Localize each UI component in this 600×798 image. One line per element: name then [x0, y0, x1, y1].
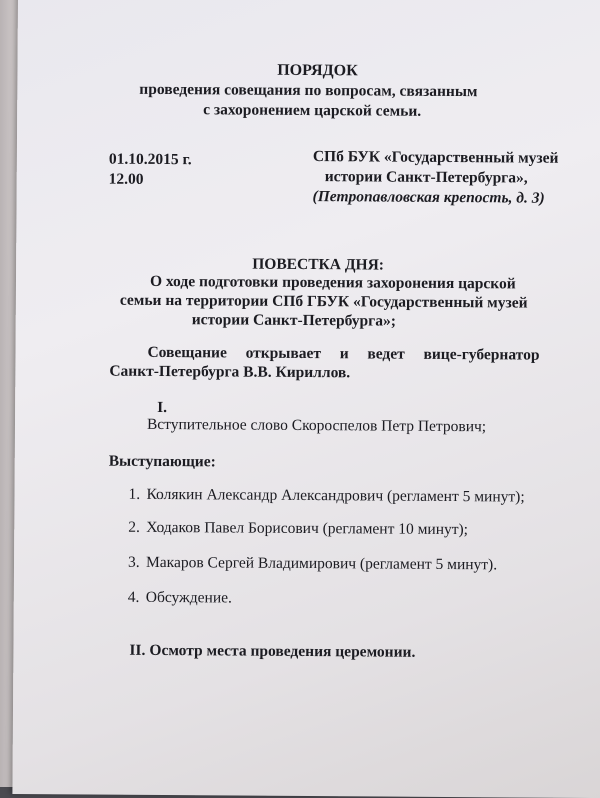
opening-line-1: Совещание открывает и ведет вице-губернатор [147, 343, 540, 364]
speaker-text: Макаров Сергей Владимирович (регламент 5 минут). [145, 553, 498, 574]
section-1-text: Вступительное слово Скороспелов Петр Петрович; [146, 415, 487, 436]
agenda-line-3: истории Санкт-Петербурга»; [191, 311, 396, 330]
speaker-text: Колякин Александр Александрович (регламент 5 минут); [146, 485, 525, 506]
agenda-line-2: семьи на территории СПб ГБУК «Государственный музей [119, 291, 528, 312]
document-page [12, 0, 600, 798]
subtitle-line-1: проведения совещания по вопросам, связанным [139, 80, 478, 101]
meeting-date: 01.10.2015 г. [108, 150, 192, 169]
section-1-number: I. [157, 398, 168, 417]
discussion-text: Обсуждение. [145, 588, 232, 607]
speaker-text: Ходаков Павел Борисович (регламент 10 минут); [146, 518, 469, 539]
speaker-number: 1. [128, 485, 141, 503]
speaker-number: 3. [127, 553, 140, 571]
discussion-number: 4. [127, 588, 140, 606]
opening-line-2: Санкт-Петербурга В.В. Кириллов. [109, 362, 351, 382]
venue-address: (Петропавловская крепость, д. 3) [312, 188, 545, 207]
document-title: ПОРЯДОК [277, 61, 358, 80]
meeting-time: 12.00 [108, 170, 144, 188]
agenda-heading: ПОВЕСТКА ДНЯ: [252, 255, 385, 274]
section-2-number: II. [129, 641, 146, 659]
venue-line-1: СПб БУК «Государственный музей [312, 148, 559, 167]
section-2-text: Осмотр места проведения церемонии. [149, 641, 416, 661]
speaker-number: 2. [128, 518, 140, 536]
subtitle-line-2: с захоронением царской семьи. [203, 101, 422, 120]
venue-line-2: истории Санкт-Петербурга», [324, 168, 528, 187]
agenda-line-1: О ходе подготовки проведения захоронения царской [149, 272, 516, 293]
speakers-heading: Выступающие: [108, 452, 216, 471]
